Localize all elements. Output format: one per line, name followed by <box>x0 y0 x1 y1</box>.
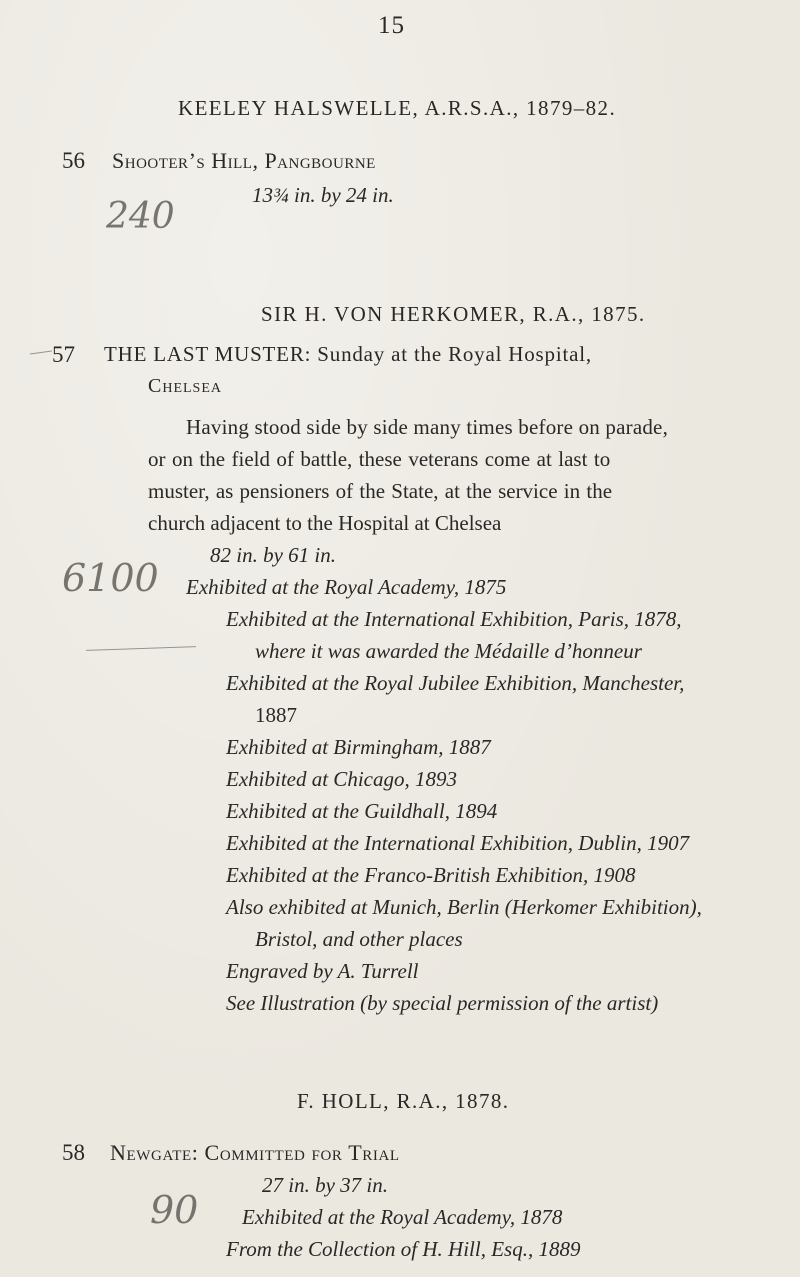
lot-57-exhibition-5: 1887 <box>255 703 297 727</box>
lot-57-title-line2: Chelsea <box>148 375 223 397</box>
lot-57-exhibition-10: Exhibited at the Franco-British Exhibition, 1908 <box>226 863 636 887</box>
lot-57-exhibition-13: Engraved by A. Turrell <box>226 959 419 983</box>
lot-57-exhibition-12: Bristol, and other places <box>255 927 463 951</box>
lot-58-exhibition-2: From the Collection of H. Hill, Esq., 1889 <box>226 1237 581 1261</box>
lot-58-price-annotation: 90 <box>150 1188 199 1232</box>
lot-56-number: 56 <box>62 148 85 173</box>
lot-57-exhibition-1: Exhibited at the Royal Academy, 1875 <box>186 575 507 599</box>
lot-58-exhibition-1: Exhibited at the Royal Academy, 1878 <box>242 1205 563 1229</box>
lot-58-number: 58 <box>62 1140 85 1165</box>
lot-57-artist: SIR H. VON HERKOMER, R.A., 1875. <box>261 302 646 326</box>
lot-58-title: Newgate: Committed for Trial <box>110 1140 400 1165</box>
lot-57-exhibition-6: Exhibited at Birmingham, 1887 <box>226 735 491 759</box>
lot-57-number: 57 <box>52 342 75 367</box>
lot-56-price-annotation: 240 <box>106 196 175 237</box>
page-number: 15 <box>378 12 405 39</box>
lot-58-artist: F. HOLL, R.A., 1878. <box>297 1089 510 1113</box>
lot-57-exhibition-11: Also exhibited at Munich, Berlin (Herkomer Exhibition), <box>226 895 702 919</box>
lot-56-artist: KEELEY HALSWELLE, A.R.S.A., 1879–82. <box>178 96 617 120</box>
lot-57-description-line2: or on the field of battle, these veterans come at last to <box>148 447 611 471</box>
pencil-mark <box>86 646 196 651</box>
lot-57-title-line1: THE LAST MUSTER: Sunday at the Royal Hospital, <box>104 342 592 366</box>
lot-56-title: Shooter’s Hill, Pangbourne <box>112 148 376 173</box>
lot-57-exhibition-3: where it was awarded the Médaille d’honneur <box>255 639 642 663</box>
lot-57-exhibition-8: Exhibited at the Guildhall, 1894 <box>226 799 498 823</box>
lot-57-description-line3: muster, as pensioners of the State, at the service in the <box>148 479 613 503</box>
lot-57-exhibition-7: Exhibited at Chicago, 1893 <box>226 767 457 791</box>
lot-57-exhibition-2: Exhibited at the International Exhibition, Paris, 1878, <box>226 607 682 631</box>
lot-57-exhibition-9: Exhibited at the International Exhibition, Dublin, 1907 <box>226 831 690 855</box>
lot-57-description-line1: Having stood side by side many times before on parade, <box>186 415 669 439</box>
lot-57-price-annotation: 6100 <box>62 556 159 600</box>
lot-56-dimensions: 13¾ in. by 24 in. <box>252 183 394 207</box>
lot-57-dimensions: 82 in. by 61 in. <box>210 543 336 567</box>
lot-57-exhibition-14: See Illustration (by special permission of the artist) <box>226 991 659 1015</box>
lot-58-dimensions: 27 in. by 37 in. <box>262 1173 388 1197</box>
lot-57-description-line4: church adjacent to the Hospital at Chelsea <box>148 511 502 535</box>
lot-57-exhibition-4: Exhibited at the Royal Jubilee Exhibition, Manchester, <box>226 671 685 695</box>
pencil-mark <box>30 350 52 354</box>
